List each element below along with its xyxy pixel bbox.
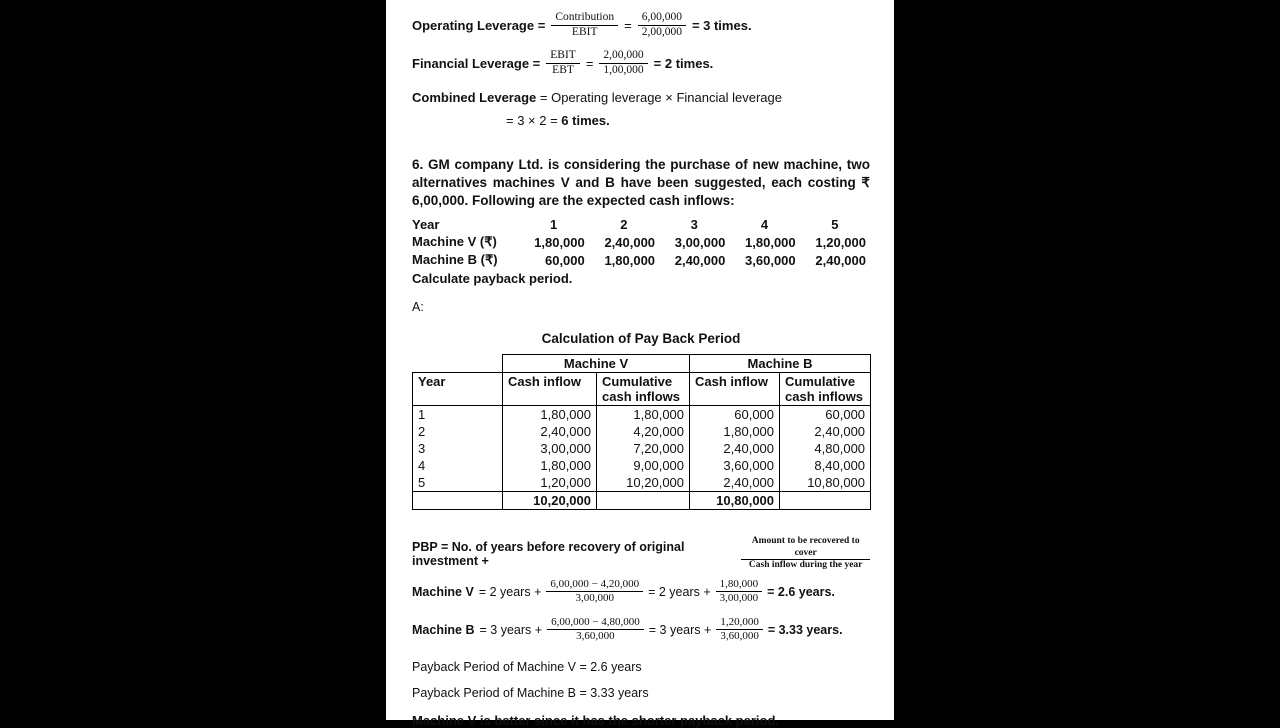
answer-label: A:	[412, 300, 424, 315]
combined-result-value: 6 times.	[561, 113, 610, 128]
machine-v-fraction-1	[546, 578, 643, 605]
group-header-row	[413, 355, 871, 373]
amount-cell: 9,00,000	[597, 457, 690, 474]
amount-cell: 10,80,000	[780, 474, 871, 492]
combined-leverage-line	[412, 90, 870, 105]
problem-statement: 6. GM company Ltd. is considering the purchase of new machine, two alternatives machines V and B have been suggested, each costing ₹ 6,00,000. Following are the expected cash inflows:	[412, 157, 870, 208]
year-value: 5	[831, 217, 839, 233]
amount-cell: 1,80,000	[534, 234, 585, 250]
fraction-numerator: 2,00,000	[599, 49, 647, 64]
cash-inflow-v-header: Cash inflow	[503, 373, 597, 406]
machine-v-row-label: Machine V (₹)	[412, 234, 497, 250]
amount-cell: 4,20,000	[597, 423, 690, 440]
fraction-numerator: Contribution	[551, 11, 618, 26]
year-cell: 3	[413, 440, 503, 457]
machine-b-fraction-2	[716, 616, 763, 643]
amount-cell: 3,00,000	[674, 234, 726, 250]
equals-sign: =	[585, 55, 594, 71]
machine-b-part1: = 3 years +	[479, 622, 543, 637]
machine-v-calculation-line	[412, 574, 870, 610]
calculate-instruction: Calculate payback period.	[412, 271, 573, 287]
fraction-denominator: Cash inflow during the year	[748, 560, 863, 571]
machine-b-calculation-line	[412, 612, 870, 648]
year-value: 3	[690, 217, 698, 233]
fraction-numerator: Amount to be recovered to cover	[741, 536, 870, 560]
amount-cell: 3,60,000	[690, 457, 780, 474]
payback-v-summary: Payback Period of Machine V = 2.6 years	[412, 659, 642, 674]
machine-v-part1: = 2 years +	[478, 584, 542, 599]
amount-cell: 60,000	[780, 406, 871, 424]
operating-leverage-label: Operating Leverage =	[412, 17, 546, 33]
empty-cell	[780, 492, 871, 510]
table-row	[412, 251, 870, 269]
amount-cell: 3,60,000	[745, 252, 796, 268]
machine-v-result: = 2.6 years.	[767, 584, 835, 599]
machine-b-total: 10,80,000	[690, 492, 780, 510]
contribution-ebit-fraction	[551, 11, 618, 40]
fraction-numerator: 6,00,000 − 4,20,000	[546, 578, 643, 592]
amount-cell: 2,40,000	[604, 234, 656, 250]
amount-cell: 2,40,000	[503, 423, 597, 440]
cash-inflow-b-header: Cash inflow	[690, 373, 780, 406]
year-value: 2	[620, 217, 628, 233]
amount-cell: 1,80,000	[503, 406, 597, 424]
combined-leverage-result-line	[506, 113, 870, 128]
total-row	[413, 492, 871, 510]
operating-leverage-line	[412, 8, 870, 42]
amount-cell: 2,40,000	[780, 423, 871, 440]
combined-leverage-text: = Operating leverage × Financial leverage	[539, 90, 782, 105]
payback-b-summary: Payback Period of Machine B = 3.33 years	[412, 685, 649, 700]
amount-cell: 1,80,000	[503, 457, 597, 474]
machine-b-result: = 3.33 years.	[767, 622, 843, 637]
fraction-denominator: EBT	[552, 63, 574, 76]
fraction-numerator: 1,80,000	[716, 578, 763, 592]
table-row	[413, 406, 871, 424]
financial-leverage-label: Financial Leverage =	[412, 55, 541, 71]
amount-cell: 10,20,000	[597, 474, 690, 492]
amount-cell: 1,20,000	[815, 234, 866, 250]
fraction-denominator: 3,60,000	[720, 630, 759, 643]
cumulative-v-header: Cumulative cash inflows	[597, 373, 690, 406]
machine-v-part2: = 2 years +	[648, 584, 711, 599]
year-cell: 5	[413, 474, 503, 492]
fraction-denominator: 3,00,000	[719, 592, 759, 605]
amount-cell: 1,80,000	[604, 252, 656, 268]
machine-v-fraction-2	[716, 578, 763, 605]
amount-cell: 1,20,000	[503, 474, 597, 492]
financial-leverage-line	[412, 46, 870, 80]
machine-b-part2: = 3 years +	[648, 622, 712, 637]
table-row	[413, 440, 871, 457]
combined-leverage-label: Combined Leverage	[412, 90, 537, 105]
machine-b-row-label: Machine B (₹)	[412, 252, 498, 268]
year-cell: 1	[413, 406, 503, 424]
document-page	[386, 0, 894, 728]
pbp-formula-label: PBP = No. of years before recovery of original investment +	[412, 540, 685, 569]
year-value: 1	[549, 217, 558, 233]
year-column-header: Year	[413, 373, 503, 406]
cumulative-b-header: Cumulative cash inflows	[780, 373, 871, 406]
operating-leverage-result: = 3 times.	[691, 17, 752, 33]
column-header-row	[413, 373, 871, 406]
fraction-denominator: 3,00,000	[575, 592, 614, 605]
payback-period-table	[412, 354, 871, 510]
table-row	[413, 457, 871, 474]
ebit-ebt-fraction	[546, 49, 580, 78]
table-row	[412, 233, 870, 251]
empty-cell	[413, 355, 503, 373]
empty-cell	[597, 492, 690, 510]
empty-cell	[413, 492, 503, 510]
equals-sign: =	[624, 17, 632, 33]
payback-table-title: Calculation of Pay Back Period	[541, 331, 741, 347]
machine-v-label: Machine V	[412, 584, 474, 599]
pbp-fraction	[741, 536, 870, 571]
pbp-formula-line	[412, 536, 870, 571]
combined-result-prefix: = 3 × 2 =	[506, 113, 562, 128]
machine-b-group-header: Machine B	[690, 355, 871, 373]
amount-cell: 1,80,000	[690, 423, 780, 440]
fraction-numerator: EBIT	[546, 49, 580, 64]
year-row-label: Year	[412, 217, 440, 233]
fraction-denominator: 2,00,000	[641, 25, 682, 38]
table-row	[413, 423, 871, 440]
financial-values-fraction	[599, 49, 647, 78]
machine-v-group-header: Machine V	[503, 355, 690, 373]
machine-b-fraction-1	[547, 616, 644, 643]
machine-v-total: 10,20,000	[503, 492, 597, 510]
amount-cell: 60,000	[690, 406, 780, 424]
fraction-denominator: 1,00,000	[603, 63, 644, 76]
fraction-numerator: 6,00,000	[638, 11, 686, 26]
table-row	[412, 216, 870, 233]
fraction-denominator: EBIT	[571, 25, 598, 38]
fraction-denominator: 3,60,000	[576, 630, 615, 643]
year-value: 4	[760, 217, 769, 233]
cash-inflow-summary-table	[412, 216, 870, 269]
amount-cell: 2,40,000	[674, 252, 726, 268]
financial-leverage-result: = 2 times.	[653, 55, 714, 71]
amount-cell: 2,40,000	[690, 474, 780, 492]
amount-cell: 60,000	[544, 252, 585, 268]
amount-cell: 2,40,000	[690, 440, 780, 457]
year-cell: 2	[413, 423, 503, 440]
amount-cell: 1,80,000	[597, 406, 690, 424]
amount-cell: 7,20,000	[597, 440, 690, 457]
fraction-numerator: 6,00,000 − 4,80,000	[547, 616, 644, 630]
table-row	[413, 474, 871, 492]
final-conclusion: Machine V is better since it has the shorter payback period.	[412, 712, 780, 728]
amount-cell: 2,40,000	[815, 252, 866, 268]
fraction-numerator: 1,20,000	[716, 616, 763, 630]
amount-cell: 1,80,000	[745, 234, 796, 250]
operating-values-fraction	[638, 11, 686, 40]
amount-cell: 8,40,000	[780, 457, 871, 474]
year-cell: 4	[413, 457, 503, 474]
machine-b-label: Machine B	[412, 622, 475, 637]
amount-cell: 3,00,000	[503, 440, 597, 457]
amount-cell: 4,80,000	[780, 440, 871, 457]
